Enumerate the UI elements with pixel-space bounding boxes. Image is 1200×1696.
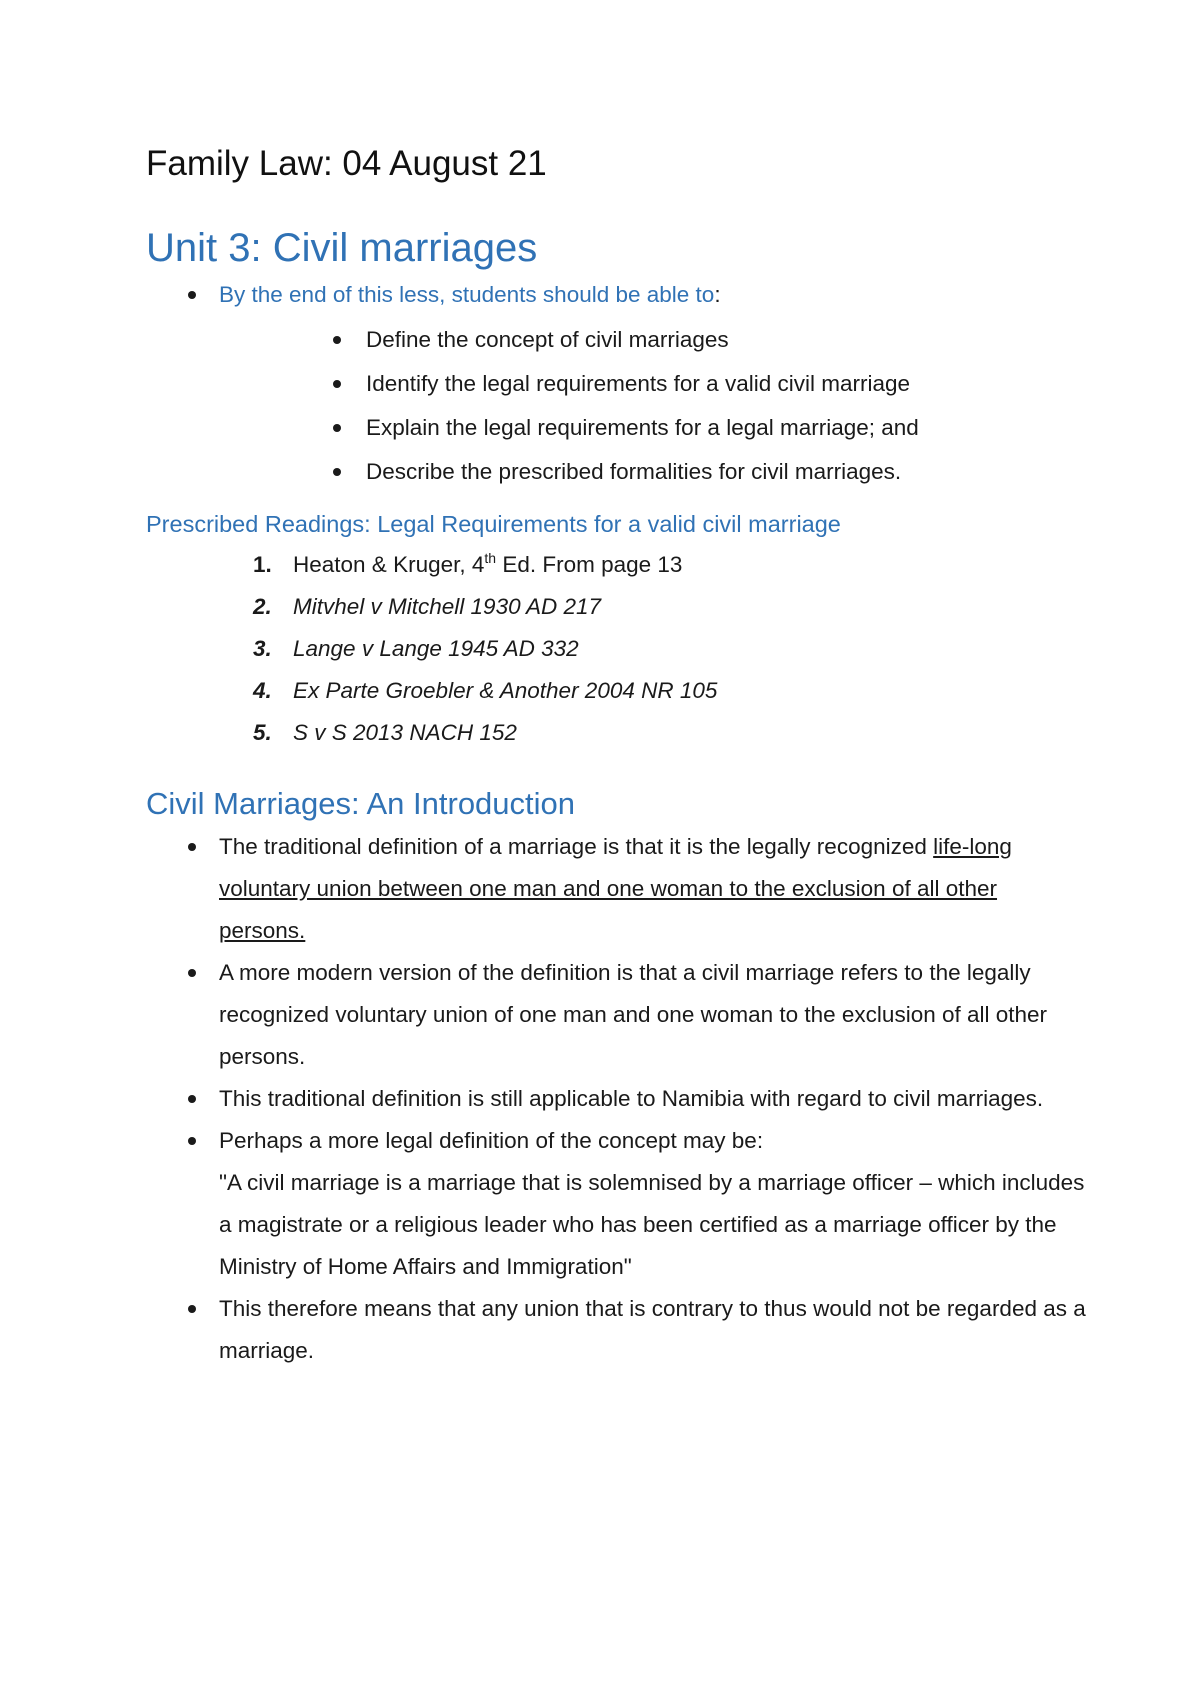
introduction-item <box>146 1120 1086 1288</box>
objectives-lead-colon: : <box>714 282 721 307</box>
reading-case-item <box>146 586 1086 628</box>
objectives-lead-item <box>146 274 1086 494</box>
introduction-list <box>146 826 1086 1372</box>
reading-number: 3. <box>253 636 272 661</box>
reading-case-text: Ex Parte Groebler & Another 2004 NR 105 <box>293 678 718 703</box>
reading-case-text: Mitvhel v Mitchell 1930 AD 217 <box>293 594 602 619</box>
reading-number: 5. <box>253 720 272 745</box>
reading-case-item <box>146 712 1086 754</box>
reading-number: 2. <box>253 594 272 619</box>
introduction-item <box>146 826 1086 952</box>
reading-superscript: th <box>484 550 497 566</box>
reading-number: 1. <box>253 552 272 577</box>
reading-case-text: Lange v Lange 1945 AD 332 <box>293 636 579 661</box>
objective-item: Explain the legal requirements for a legal marriage; and <box>219 406 1086 450</box>
readings-heading: Prescribed Readings: Legal Requirements for a valid civil marriage <box>146 511 841 537</box>
objectives-sublist <box>219 318 1086 494</box>
legal-definition-quote: "A civil marriage is a marriage that is solemnised by a marriage officer – which includes a magistrate or a religious leader who has been certified as a marriage officer by the Ministry of Home Affairs and Immigration" <box>219 1170 1085 1279</box>
objective-item: Identify the legal requirements for a valid civil marriage <box>219 362 1086 406</box>
introduction-item: This traditional definition is still applicable to Namibia with regard to civil marriages. <box>146 1078 1086 1120</box>
definition-underlined: life-long voluntary union between one man and one woman to the exclusion of all other persons. <box>219 834 1012 943</box>
document-page <box>146 140 1086 1372</box>
document-title: Family Law: 04 August 21 <box>146 144 547 183</box>
reading-item <box>146 544 1086 586</box>
reading-case-item <box>146 628 1086 670</box>
reading-case-text: S v S 2013 NACH 152 <box>293 720 517 745</box>
introduction-item: A more modern version of the definition is that a civil marriage refers to the legally recognized voluntary union of one man and one woman to the exclusion of all other persons. <box>146 952 1086 1078</box>
objective-item: Describe the prescribed formalities for civil marriages. <box>219 450 1086 494</box>
introduction-heading: Civil Marriages: An Introduction <box>146 786 576 821</box>
reading-case-item <box>146 670 1086 712</box>
objective-item: Define the concept of civil marriages <box>219 318 1086 362</box>
reading-number: 4. <box>253 678 272 703</box>
objectives-list <box>146 274 1086 494</box>
objectives-lead: By the end of this less, students should be able to <box>219 282 715 307</box>
reading-text: Heaton & Kruger, 4th Ed. From page 13 <box>293 550 683 577</box>
introduction-item: This therefore means that any union that is contrary to thus would not be regarded as a marriage. <box>146 1288 1086 1372</box>
legal-definition-lead: Perhaps a more legal definition of the concept may be: <box>219 1128 764 1153</box>
readings-list <box>146 544 1086 754</box>
definition-text: The traditional definition of a marriage is that it is the legally recognized <box>219 834 934 859</box>
unit-heading: Unit 3: Civil marriages <box>146 226 538 270</box>
